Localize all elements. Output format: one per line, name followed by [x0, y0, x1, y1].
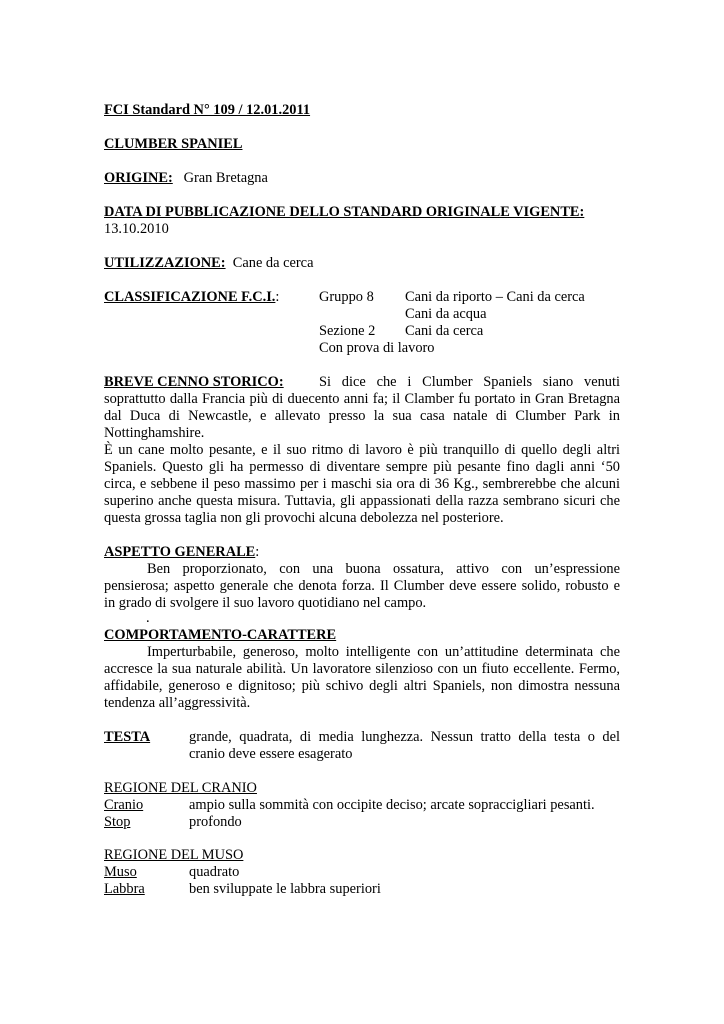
head-label: TESTA: [104, 729, 151, 745]
standard-number: FCI Standard N° 109 / 12.01.2011: [104, 102, 311, 118]
stop-value: profondo: [189, 814, 242, 830]
utilization-line: [104, 255, 313, 272]
classification-section-desc: Cani da cerca: [405, 323, 484, 339]
general-line: pensierosa; aspetto generale che denota forza. Il Clumber deve essere solido, robusto e: [104, 578, 620, 594]
history-line: Si dice che i Clumber Spaniels siano venuti: [319, 374, 620, 390]
origin-label: ORIGINE:: [104, 170, 173, 186]
history-line: soprattutto dalla Francia più di duecento anni fa; il Clamber fu portato in Gran Bretagna: [104, 391, 620, 407]
general-line: in grado di svolgere il suo lavoro quotidiano nel campo.: [104, 595, 427, 611]
classification-section: Sezione 2: [319, 323, 376, 339]
origin-line: [104, 170, 268, 187]
history-line: superino anche questa misura. Tuttavia, gli appassionati della razza sembrano sicuri che: [104, 493, 620, 509]
publication-value: 13.10.2010: [104, 221, 169, 237]
classification-label-line: [104, 289, 279, 306]
utilization-value: Cane da cerca: [232, 255, 314, 271]
history-line: Nottinghamshire.: [104, 425, 205, 441]
general-label: ASPETTO GENERALE: [104, 544, 256, 560]
stop-label: Stop: [104, 814, 131, 830]
muzzle-value: quadrato: [189, 864, 240, 880]
facial-region-title: REGIONE DEL MUSO: [104, 847, 244, 863]
skull-value: ampio sulla sommità con occipite deciso; arcate sopraccigliari pesanti.: [189, 797, 595, 813]
utilization-label: UTILIZZAZIONE:: [104, 255, 226, 271]
classification-colon: :: [275, 289, 280, 305]
history-line: circa, e sebbene il peso massimo per i maschi sia ora di 36 Kg., sembrerebbe che alcuni: [104, 476, 620, 492]
origin-value: Gran Bretagna: [183, 170, 268, 186]
classification-group-desc-2: Cani da acqua: [405, 306, 487, 322]
cranial-region-title: REGIONE DEL CRANIO: [104, 780, 257, 796]
behavior-line: affidabile, generoso e dignitoso; più schivo degli altri Spaniels, non dimostra nessuna: [104, 678, 620, 694]
stray-dot: .: [146, 610, 150, 626]
behavior-label: COMPORTAMENTO-CARATTERE: [104, 627, 337, 643]
classification-group: Gruppo 8: [319, 289, 374, 305]
history-label: BREVE CENNO STORICO:: [104, 374, 284, 390]
classification-group-desc-1: Cani da riporto – Cani da cerca: [405, 289, 585, 305]
general-label-line: [104, 544, 259, 561]
general-colon: :: [255, 544, 260, 560]
general-line: Ben proporzionato, con una buona ossatura, attivo con un’espressione: [147, 561, 620, 577]
behavior-line: tendenza all’aggressività.: [104, 695, 251, 711]
breed-name: CLUMBER SPANIEL: [104, 136, 243, 152]
classification-trial: Con prova di lavoro: [319, 340, 435, 356]
behavior-line: Imperturbabile, generoso, molto intelligente con un’attitudine determinata che: [147, 644, 620, 660]
skull-label: Cranio: [104, 797, 144, 813]
publication-label: DATA DI PUBBLICAZIONE DELLO STANDARD ORIGINALE VIGENTE:: [104, 204, 585, 220]
history-line: dal Duca di Newcastle, e allevato presso la sua casa natale di Clumber Park in: [104, 408, 620, 424]
head-line: grande, quadrata, di media lunghezza. Nessun tratto della testa o del: [189, 729, 620, 745]
lips-value: ben sviluppate le labbra superiori: [189, 881, 381, 897]
history-line: È un cane molto pesante, e il suo ritmo di lavoro è più tranquillo di quello degli altri: [104, 442, 620, 458]
head-line: cranio deve essere esagerato: [189, 746, 353, 762]
classification-label: CLASSIFICAZIONE F.C.I.: [104, 289, 276, 305]
behavior-line: accresce la sua naturale abilità. Un lavoratore silenzioso con un fiuto eccellente. Fermo,: [104, 661, 620, 677]
lips-label: Labbra: [104, 881, 145, 897]
history-line: questa grossa taglia non gli provochi alcuna debolezza nel posteriore.: [104, 510, 504, 526]
history-line: Spaniels. Questo gli ha permesso di diventare sempre più pesante fino dagli anni ‘50: [104, 459, 620, 475]
muzzle-label: Muso: [104, 864, 137, 880]
